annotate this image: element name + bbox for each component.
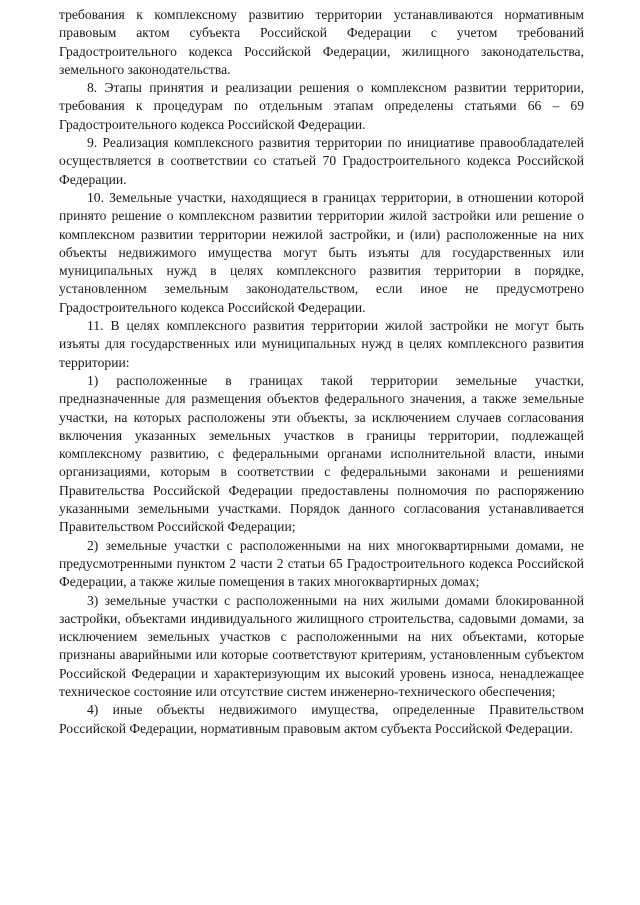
list-item-1: 1) расположенные в границах такой территории земельные участки, предназначенные для размещения объектов федерального значения, а также земельные участки, на которых расположены эти объекты, за исключением случаев согласования включения указанных земельных участков в границы территории, подлежащей комплексному развитию, с федеральными органами исполнительной власти, иными организациями, которым в соответствии с федеральными законами и решениями Правительства Российской Федерации предоставлены полномочия по распоряжению указанными земельными участками. Порядок данного согласования устанавливается Правительством Российской Федерации; [59, 372, 584, 535]
paragraph-10: 10. Земельные участки, находящиеся в границах территории, в отношении которой принято решение о комплексном развитии территории жилой застройки или решение о комплексном развитии территории нежилой застройки, и (или) расположенные на них объекты недвижимого имущества могут быть изъяты для государственных или муниципальных нужд в целях комплексного развития территории в порядке, установленном земельным законодательством, если иное не предусмотрено Градостроительного кодекса Российской Федерации. [59, 189, 584, 315]
paragraph-11: 11. В целях комплексного развития территории жилой застройки не могут быть изъяты для государственных или муниципальных нужд в целях комплексного развития территории: [59, 318, 584, 370]
document-page [59, 6, 584, 738]
paragraph-8: 8. Этапы принятия и реализации решения о комплексном развитии территории, требования к процедурам по отдельным этапам определены статьями 66 – 69 Градостроительного кодекса Российской Федерации. [59, 80, 584, 132]
list-item-3: 3) земельные участки с расположенными на них жилыми домами блокированной застройки, объектами индивидуального жилищного строительства, садовыми домами, за исключением земельных участков с расположенными на них объектами, которые признаны аварийными или которые соответствуют критериям, установленным субъектом Российской Федерации и характеризующим их высокий уровень износа, ненадлежащее техническое состояние или отсутствие систем инженерно-технического обеспечения; [59, 592, 584, 699]
list-item-2: 2) земельные участки с расположенными на них многоквартирными домами, не предусмотренными пунктом 2 части 2 статьи 65 Градостроительного кодекса Российской Федерации, а также жилые помещения в таких многоквартирных домах; [59, 537, 584, 590]
paragraph-9: 9. Реализация комплексного развития территории по инициативе правообладателей осуществляется в соответствии со статьей 70 Градостроительного кодекса Российской Федерации. [59, 135, 584, 187]
list-item-4: 4) иные объекты недвижимого имущества, определенные Правительством Российской Федерации, нормативным правовым актом субъекта Российской Федерации. [59, 702, 584, 736]
paragraph-continuation: требования к комплексному развитию территории устанавливаются нормативным правовым актом субъекта Российской Федерации с учетом требований Градостроительного кодекса Российской Федерации, жилищного законодательства, земельного законодательства. [59, 7, 584, 77]
